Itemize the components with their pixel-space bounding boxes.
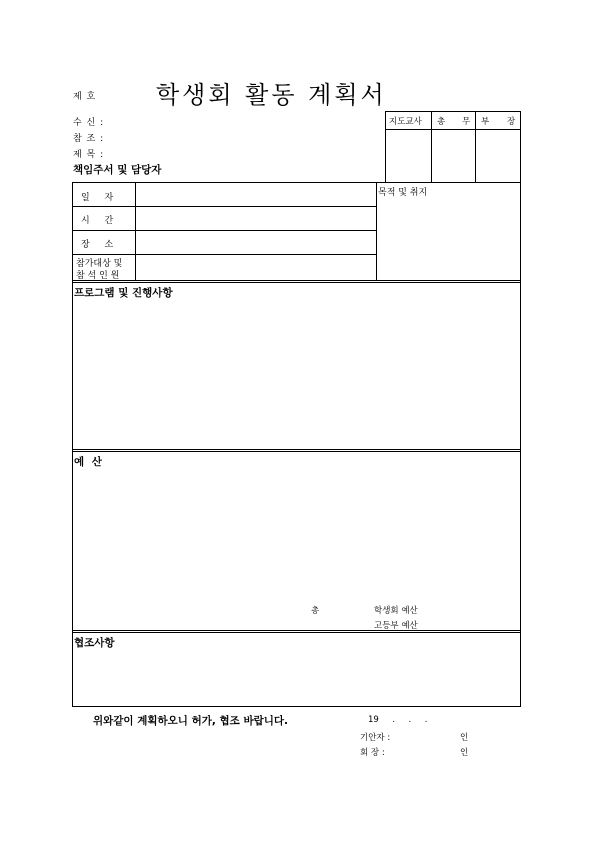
president-seal: 인: [460, 748, 469, 758]
reference-field: 참 조 :: [73, 134, 105, 144]
advisor-sign-area[interactable]: [386, 130, 431, 182]
responsible-label: 책임주서 및 담당자: [73, 164, 162, 176]
head-sign-area[interactable]: [476, 130, 520, 182]
general-sign-area[interactable]: [432, 130, 475, 182]
approval-general-label-1: 총: [437, 117, 446, 127]
program-field[interactable]: [73, 300, 520, 448]
cooperation-section-title: 협조사항: [74, 637, 115, 649]
date-label: 일 자: [81, 193, 120, 203]
student-budget-label: 학생회 예산: [374, 606, 418, 616]
time-field[interactable]: [136, 207, 376, 230]
drafter-seal: 인: [460, 733, 469, 743]
doc-number-label: 제 호: [73, 92, 97, 102]
purpose-field[interactable]: [377, 196, 520, 280]
budget-total-label: 총: [311, 606, 320, 616]
place-label: 장 소: [81, 240, 120, 250]
attendees-label-line1: 참가대상 및: [76, 259, 123, 269]
date-line: 19 . . .: [368, 715, 428, 725]
subject-field: 제 목 :: [73, 150, 105, 160]
president-label: 회 장 :: [360, 748, 385, 758]
drafter-label: 기안자 :: [360, 733, 391, 743]
purpose-label: 목적 및 취지: [378, 188, 428, 198]
approval-advisor-label: 지도교사: [389, 117, 422, 127]
approval-head-label-2: 장: [507, 117, 516, 127]
date-field[interactable]: [136, 183, 376, 206]
budget-section-title: 예 산: [74, 456, 104, 468]
attendees-label-line2: 참 석 인 원: [76, 271, 120, 281]
time-label: 시 간: [81, 216, 120, 226]
attendees-field[interactable]: [136, 255, 376, 280]
page-title: 학생회 활동 계획서: [156, 81, 387, 109]
request-statement: 위와같이 계획하오니 허가, 협조 바랍니다.: [93, 715, 289, 727]
program-section-title: 프로그램 및 진행사항: [74, 287, 173, 299]
recipient-field: 수 신 :: [73, 118, 105, 128]
place-field[interactable]: [136, 231, 376, 254]
cooperation-field[interactable]: [73, 650, 520, 705]
approval-general-label-2: 무: [462, 117, 471, 127]
dept-budget-label: 고등부 예산: [374, 621, 418, 631]
budget-field[interactable]: [73, 470, 520, 600]
approval-head-label-1: 부: [481, 117, 490, 127]
